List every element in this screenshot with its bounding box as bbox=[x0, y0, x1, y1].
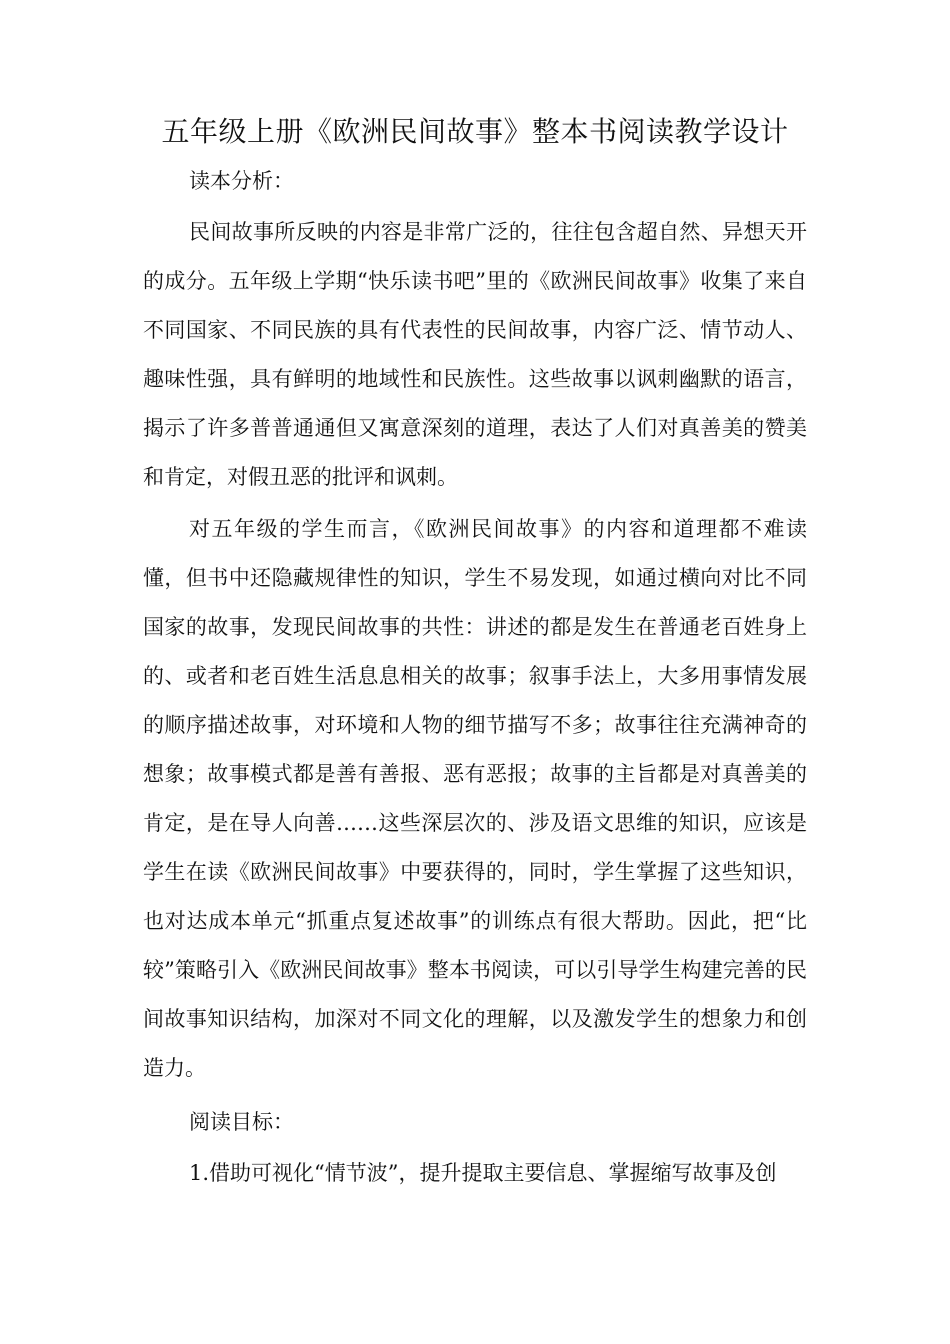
section-heading-analysis: 读本分析： bbox=[189, 169, 294, 193]
document-title: 五年级上册《欧洲民间故事》整本书阅读教学设计 bbox=[161, 115, 789, 148]
section-heading-goals: 阅读目标： bbox=[189, 1110, 294, 1134]
goal-item-1: 1.借助可视化“情节波”，提升提取主要信息、掌握缩写故事及创 bbox=[189, 1161, 777, 1185]
paragraph-analysis-1: 民间故事所反映的内容是非常广泛的，往往包含超自然、异想天开的成分。五年级上学期“快乐读书吧”里的《欧洲民间故事》收集了来自不同国家、不同民族的具有代表性的民间故事，内容广泛、情节动人、趣味性强，具有鲜明的地域性和民族性。这些故事以讽刺幽默的语言，揭示了许多普普通通但又寓意深刻的道理，表达了人们对真善美的赞美和肯定，对假丑恶的批评和讽刺。 bbox=[143, 220, 807, 489]
paragraph-analysis-2: 对五年级的学生而言，《欧洲民间故事》的内容和道理都不难读懂，但书中还隐藏规律性的知识，学生不易发现，如通过横向对比不同国家的故事，发现民间故事的共性：讲述的都是发生在普通老百姓身上的、或者和老百姓生活息息相关的故事；叙事手法上，大多用事情发展的顺序描述故事，对环境和人物的细节描写不多；故事往往充满神奇的想象；故事模式都是善有善报、恶有恶报；故事的主旨都是对真善美的肯定，是在导人向善……这些深层次的、涉及语文思维的知识，应该是学生在读《欧洲民间故事》中要获得的，同时，学生掌握了这些知识，也对达成本单元“抓重点复述故事”的训练点有很大帮助。因此，把“比较”策略引入《欧洲民间故事》整本书阅读，可以引导学生构建完善的民间故事知识结构，加深对不同文化的理解，以及激发学生的想象力和创造力。 bbox=[143, 517, 807, 1080]
